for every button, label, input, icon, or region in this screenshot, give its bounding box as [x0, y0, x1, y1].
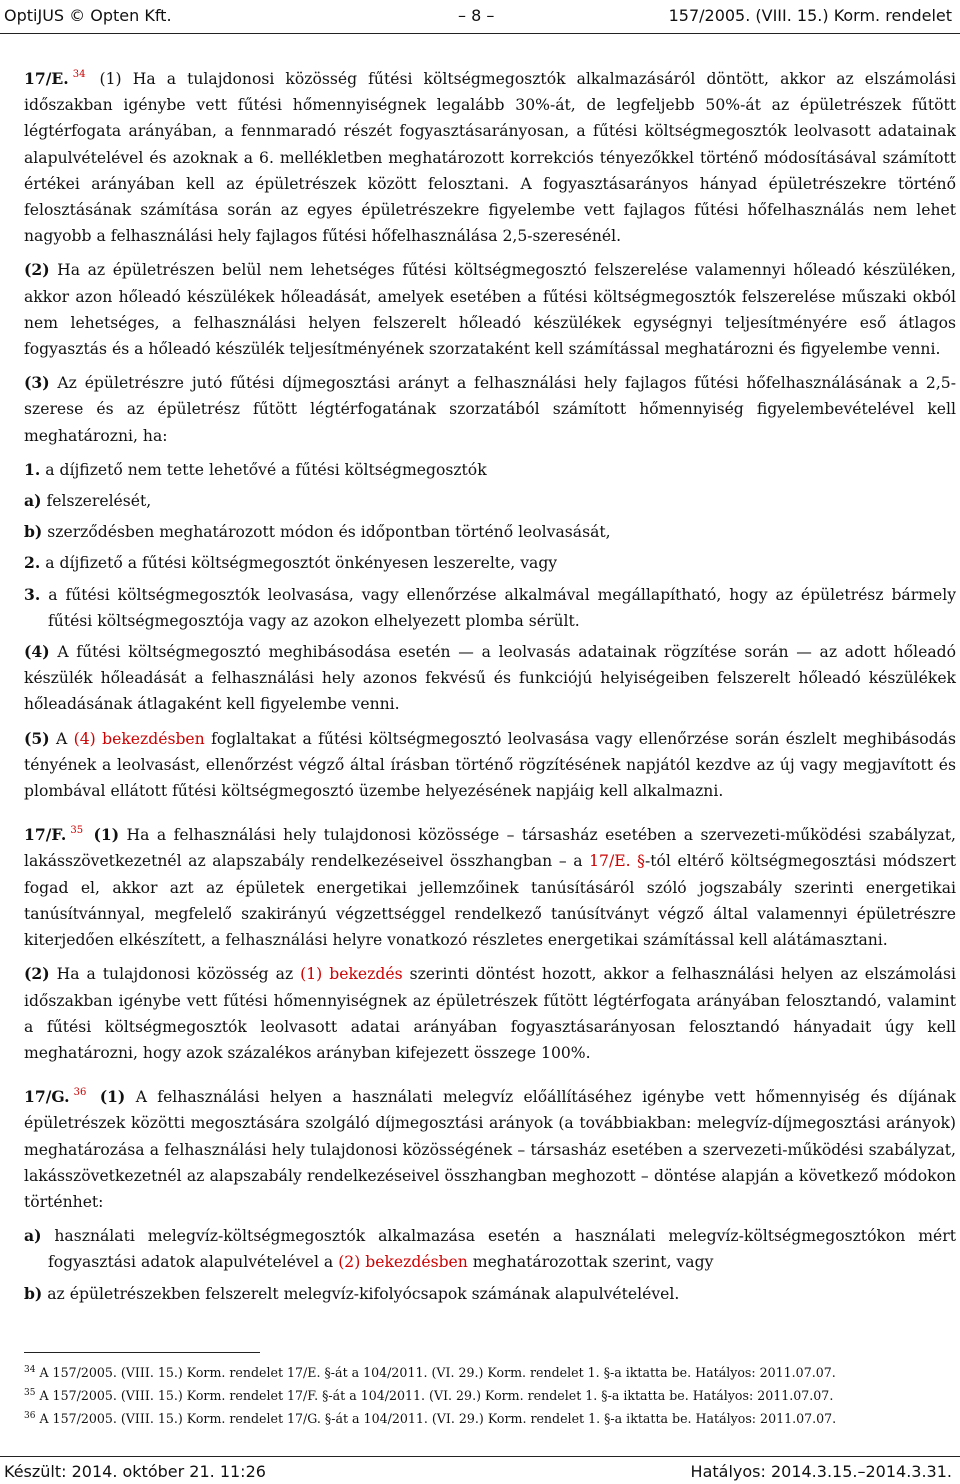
- paragraph-number: (1): [99, 1087, 126, 1107]
- section-number: 17/E.: [24, 69, 69, 88]
- page-header: [0, 6, 960, 28]
- footnotes: [24, 1360, 944, 1429]
- header-page-number: – 8 –: [458, 6, 495, 25]
- list-item: [24, 550, 956, 576]
- header-rule: [0, 33, 960, 34]
- paragraph-number: (1): [93, 825, 120, 845]
- section-number: 17/F.: [24, 825, 67, 845]
- item-text: szerződésben meghatározott módon és időpontban történő leolvasását,: [47, 523, 611, 542]
- paragraph-text-post: szerinti döntést hozott, akkor a felhasználási helyen az elszámolási időszakban igénybe vett fűtési hőmennyiségnek az épületrészek fűtött légtérfogata arányában felosztandó, valamint a fűtési költségmegosztók leolvasott adatai arányában fogyasztásarányosan felosztandó hányadait úgy kell meghatározni, hogy azok százalékos arányban kifejezett összege 100%.: [24, 965, 956, 1062]
- section-17e-paragraph-5: [24, 726, 956, 805]
- item-text: a díjfizető nem tette lehetővé a fűtési költségmegosztók: [45, 460, 487, 479]
- footnote-text: A 157/2005. (VIII. 15.) Korm. rendelet 17/F. §-át a 104/2011. (VI. 29.) Korm. rendelet 1. §-a iktatta be. Hatályos: 2011.07.07.: [39, 1388, 834, 1403]
- footnote-text: A 157/2005. (VIII. 15.) Korm. rendelet 17/G. §-át a 104/2011. (VI. 29.) Korm. rendelet 1. §-a iktatta be. Hatályos: 2011.07.07.: [39, 1411, 837, 1426]
- cross-reference-link[interactable]: (4) bekezdésben: [73, 729, 205, 748]
- document-body: [24, 62, 956, 1312]
- paragraph-text-pre: Ha a felhasználási hely tulajdonosi közössége – társasház esetében a szervezeti-működési szabályzat, lakásszövetkezetnél az alapszabály rendelkezéseivel összhangban – a: [24, 826, 957, 871]
- item-text-pre: használati melegvíz-költségmegosztók alkalmazása esetén a használati melegvíz-költségmegosztókon mért fogyasztási adatok alapulvételével a: [48, 1227, 956, 1272]
- item-text-post: meghatározottak szerint, vagy: [472, 1253, 714, 1272]
- list-item: [24, 519, 956, 545]
- footnote-separator: [24, 1352, 260, 1353]
- paragraph-text: foglaltakat a fűtési költségmegosztó leolvasása vagy ellenőrzése során észlelt meghibásodás tényének a leolvasást, ellenőrzést végző által írásban történő rögzítésének napjától kezdve az új vagy megjavított és plombával ellátott fűtési költségmegosztó üzembe helyezésének napjáig kell alkalmazni.: [24, 729, 956, 801]
- item-text: az épületrészekben felszerelt melegvíz-kifolyócsapok számának alapulvételével.: [47, 1284, 680, 1303]
- footnote-number: 34: [24, 1365, 36, 1375]
- footnote-ref[interactable]: 34: [72, 69, 86, 80]
- section-17f-paragraph-2: [24, 961, 956, 1066]
- item-number: 3.: [24, 584, 41, 604]
- list-item: [24, 582, 956, 634]
- footer-rule: [0, 1456, 960, 1457]
- list-item: [24, 1223, 956, 1275]
- footnote-item: [24, 1360, 944, 1383]
- item-number: 2.: [24, 553, 41, 573]
- paragraph-number: (4): [24, 642, 50, 662]
- item-letter: b): [24, 1283, 43, 1303]
- list-item: [24, 1281, 956, 1307]
- section-17e-paragraph-4: [24, 639, 956, 718]
- paragraph-text: Ha a tulajdonosi közösség fűtési költségmegosztók alkalmazásáról döntött, akkor az elszámolási időszakban igénybe vett fűtési hőmennyiségnek legalább 30%-át, de legfeljebb 50%-át az épületrészek fűtött légtérfogata arányában, a fennmaradó részét fogyasztásarányosan, a fűtési költségmegosztók leolvasott adatainak alapulvételével és azoknak a 6. mellékletben meghatározott korrekciós tényezőkkel történő módosításával számított értékei arányában kell az épületrészek között felosztani. A fogyasztásarányos hányad épületrészekre történő felosztásának számítása során az egyes épületrészekre figyelembe vett fajlagos fűtési hőfelhasználás nem lehet nagyobb a felhasználási hely fajlagos fűtési hőfelhasználása 2,5-szeresénél.: [24, 70, 956, 246]
- paragraph-number: (5): [24, 728, 50, 748]
- cross-reference-link[interactable]: (2) bekezdésben: [338, 1253, 468, 1272]
- paragraph-number: (2): [24, 964, 50, 984]
- footnote-ref[interactable]: 36: [73, 1087, 87, 1099]
- paragraph-text: A fűtési költségmegosztó meghibásodása esetén — a leolvasás adatainak rögzítése során — az adott hőleadó készülék hőleadását a felhasználási hely azonos fekvésű és funkciójú helyiségeiben felszerelt hőleadó készülékek hőleadásának átlagaként kell figyelembe venni.: [24, 643, 956, 714]
- footnote-item: [24, 1383, 944, 1406]
- item-letter: a): [24, 1226, 42, 1246]
- item-text: a fűtési költségmegosztók leolvasása, vagy ellenőrzése alkalmával megállapítható, hogy az épületrész bármely fűtési költségmegosztója vagy az azokon elhelyezett plomba sérült.: [48, 585, 956, 630]
- footnote-ref[interactable]: 35: [70, 825, 84, 837]
- section-17e-paragraph-2: [24, 257, 956, 362]
- paragraph-text: Az épületrészre jutó fűtési díjmegosztási arányt a felhasználási hely fajlagos fűtési hőfelhasználásának a 2,5-szerese és az épületrész fűtött légtérfogatának szorzatából számított hőmennyiség figyelembevételével kell meghatározni, ha:: [24, 374, 956, 445]
- section-17g-paragraph-1: [24, 1080, 956, 1215]
- paragraph-number: (3): [24, 373, 50, 393]
- section-17e-paragraph-1: [24, 62, 956, 249]
- footnote-text: A 157/2005. (VIII. 15.) Korm. rendelet 17/E. §-át a 104/2011. (VI. 29.) Korm. rendelet 1. §-a iktatta be. Hatályos: 2011.07.07.: [39, 1365, 836, 1380]
- footnote-number: 35: [24, 1388, 36, 1398]
- item-letter: b): [24, 522, 43, 542]
- list-item: [24, 488, 956, 514]
- paragraph-text: A felhasználási helyen a használati melegvíz előállításéhez igénybe vett hőmennyiség és díjának épületrészek közötti megosztására szolgáló díjmegosztási arányok (a továbbiakban: melegvíz-díjmegosztási arányok) meghatározása a felhasználási hely tulajdonosi közösségének – társasház esetében a szervezeti-működési szabályzat, lakásszövetkezetnél az alapszabály rendelkezéseivel összhangban meghozott – döntése alapján a következő módokon történhet:: [24, 1088, 956, 1211]
- section-number: 17/G.: [24, 1087, 70, 1107]
- paragraph-text-post: -tól eltérő költségmegosztási módszert fogad el, akkor azt az épületek energetikai jellemzőinek tanúsításáról szóló jogszabály szerinti energetikai tanúsítvánnyal, megfelelő szakirányú végzettséggel rendelkező tanúsítványt végző által valamennyi épületrészre kiterjedően elkészített, a felhasználási helyre vonatkozó részletes energetikai számítással kell alátámasztani.: [24, 852, 956, 950]
- footer-effective-period: Hatályos: 2014.3.15.–2014.3.31.: [690, 1462, 952, 1481]
- header-document-title: 157/2005. (VIII. 15.) Korm. rendelet: [668, 6, 952, 25]
- item-number: 1.: [24, 459, 41, 479]
- item-letter: a): [24, 491, 42, 511]
- footnote-number: 36: [24, 1411, 36, 1421]
- list-item: [24, 457, 956, 483]
- paragraph-number: (2): [24, 260, 50, 280]
- header-publisher: OptiJUS © Opten Kft.: [4, 6, 172, 25]
- cross-reference-link[interactable]: (1) bekezdés: [300, 965, 403, 984]
- item-text: a díjfizető a fűtési költségmegosztót önkényesen leszerelte, vagy: [45, 554, 558, 573]
- section-17f-paragraph-1: [24, 818, 956, 953]
- cross-reference-link[interactable]: 17/E. §: [589, 852, 645, 871]
- section-17e-paragraph-3: [24, 370, 956, 449]
- paragraph-number: (1): [99, 70, 122, 88]
- item-text: felszerelését,: [46, 492, 152, 511]
- paragraph-text: Ha az épületrészen belül nem lehetséges fűtési költségmegosztó felszerelése valamennyi hőleadó készüléken, akkor azon hőleadó készülékek hőleadását, amelyek esetében a fűtési költségmegosztók felszerelése műszaki okból nem lehetséges, a felhasználási helyen felszerelt hőleadó készülékek egységnyi teljesítményére eső átlagos fogyasztás és a hőleadó készülék teljesítményének szorzataként kell számítással meghatározni és figyelembe venni.: [24, 261, 956, 359]
- footnote-item: [24, 1406, 944, 1429]
- paragraph-text-pre: Ha a tulajdonosi közösség az: [56, 965, 294, 984]
- page-footer: [0, 1462, 960, 1484]
- footer-created-date: Készült: 2014. október 21. 11:26: [4, 1462, 266, 1481]
- paragraph-text-pre: A: [56, 729, 68, 748]
